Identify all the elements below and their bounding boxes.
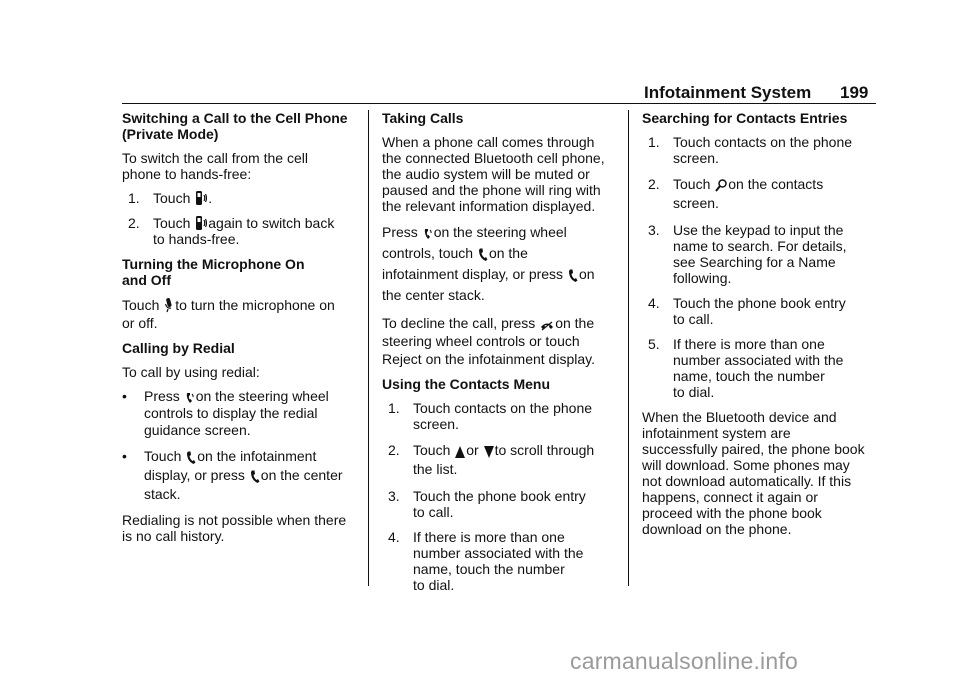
paragraph: To switch the call from the cell phone to hands-free:	[122, 150, 308, 182]
paragraph: Redialing is not possible when there is no call history.	[122, 512, 347, 544]
section-title: Infotainment System	[644, 83, 812, 102]
column-3	[642, 110, 880, 545]
list-item: 1. Touch .	[128, 190, 213, 206]
page-header	[0, 82, 960, 104]
watermark: carmanualsonline.info	[570, 648, 798, 674]
phone-handset-sound-icon	[195, 215, 207, 231]
list-item: 4. If there is more than one number associated with the name, touch the number to dial.	[388, 529, 584, 593]
phone-icon	[568, 269, 578, 282]
list-item: 2. Touch or to scroll through the list.	[388, 442, 595, 477]
list-item: 1. Touch contacts on the phone screen.	[648, 134, 853, 166]
phone-icon	[478, 248, 488, 261]
list-item: 3. Touch the phone book entry to call.	[388, 488, 586, 520]
list-item: 4. Touch the phone book entry to call.	[648, 295, 846, 327]
list-item: 2. Touch again to switch back to hands-free.	[128, 215, 335, 247]
phone-icon	[250, 470, 260, 483]
heading-private-mode: Switching a Call to the Cell Phone (Private Mode)	[122, 110, 348, 142]
arrow-down-icon	[484, 446, 494, 458]
phone-icon	[186, 451, 196, 464]
search-icon	[715, 179, 727, 192]
heading-searching-contacts: Searching for Contacts Entries	[642, 110, 848, 126]
heading-contacts-menu: Using the Contacts Menu	[382, 376, 551, 392]
microphone-icon	[164, 297, 174, 313]
column-divider-2	[628, 110, 629, 586]
paragraph: When a phone call comes through the connected Bluetooth cell phone, the audio system will be muted or paused and the phone will ring with the relevant information displayed.	[382, 134, 605, 214]
column-2	[382, 110, 620, 602]
steering-wheel-phone-icon	[185, 392, 195, 404]
list-item: • Press on the steering wheel controls to display the redial guidance screen.	[122, 388, 329, 438]
list-item: 1. Touch contacts on the phone screen.	[388, 400, 593, 432]
column-1	[122, 110, 360, 552]
paragraph: Touch to turn the microphone on or off.	[122, 297, 335, 331]
list-item: 3. Use the keypad to input the name to search. For details, see Searching for a Name following.	[648, 222, 847, 286]
hang-up-icon	[540, 321, 554, 331]
paragraph: To call by using redial:	[122, 364, 260, 380]
phone-handset-sound-icon	[195, 190, 207, 206]
list-item: 5. If there is more than one number associated with the name, touch the number to dial.	[648, 336, 844, 400]
page-number: 199	[840, 83, 869, 102]
paragraph: To decline the call, press on the steering wheel controls or touch Reject on the infotainment display.	[382, 315, 595, 367]
arrow-up-icon	[455, 446, 465, 458]
paragraph: When the Bluetooth device and infotainment system are successfully paired, the phone book will download. Some phones may not download automatically. If this happens, connect it again or proceed with the phone book download on the phone.	[642, 409, 865, 537]
column-divider-1	[368, 110, 369, 586]
list-item: • Touch on the infotainment display, or press on the center stack.	[122, 448, 343, 502]
heading-microphone: Turning the Microphone On and Off	[122, 256, 305, 288]
header-divider	[122, 103, 876, 104]
steering-wheel-phone-icon	[423, 228, 433, 240]
list-item: 2. Touch on the contacts screen.	[648, 176, 824, 211]
paragraph: Press on the steering wheel controls, touch on the infotainment display, or press on the center stack.	[382, 224, 595, 303]
heading-redial: Calling by Redial	[122, 340, 235, 356]
heading-taking-calls: Taking Calls	[382, 110, 464, 126]
